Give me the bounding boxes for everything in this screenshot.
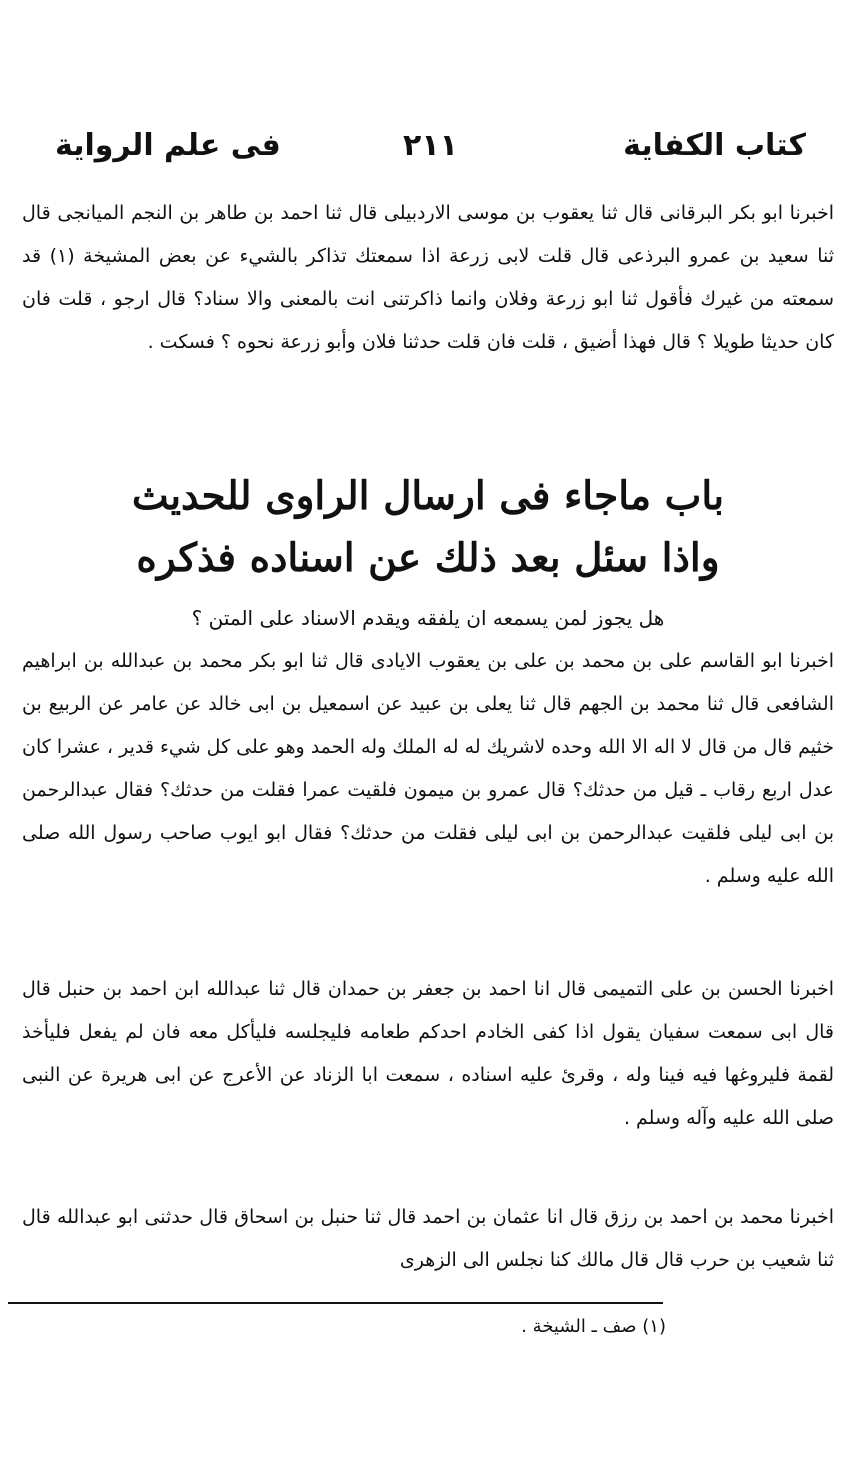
book-title: كتاب الكفاية: [623, 128, 806, 163]
paragraph-4: اخبرنا محمد بن احمد بن رزق قال انا عثمان بن احمد قال ثنا حنبل بن اسحاق قال حدثنى ابو عبدالله قال ثنا شعيب بن حرب قال قال مالك كنا نجلس الى الزهرى: [22, 1206, 834, 1271]
footnote-divider: [8, 1302, 663, 1304]
page-number: ٢١١: [403, 128, 458, 163]
running-head: [55, 128, 806, 178]
footnote: (١) صف ـ الشيخة .: [521, 1316, 666, 1337]
chapter-heading-line-2: واذا سئل بعد ذلك عن اسناده فذكره: [136, 535, 720, 581]
paragraph-2: اخبرنا ابو القاسم على بن محمد بن على بن يعقوب الايادى قال ثنا ابو بكر محمد بن عبدالله بن ابراهيم الشافعى قال ثنا محمد بن الجهم قال ثنا يعلى بن عبيد عن اسمعيل بن ابى خالد عن عامر عن الربيع بن خثيم قال من قال لا اله الا الله وحده لاشريك له له الملك وله الحمد وهو على كل شيء قدير ، عشرا كان عدل اربع رقاب ـ قيل من حدثك؟ قال عمرو بن ميمون فلقيت عمرا فقلت من حدثك؟ فقال عبدالرحمن بن ابى ليلى فلقيت عبدالرحمن بن ابى ليلى فقلت من حدثك؟ فقال ابو ايوب صاحب رسول الله صلى الله عليه وسلم .: [22, 650, 834, 887]
book-subject: فى علم الرواية: [55, 128, 281, 163]
paragraph-3: اخبرنا الحسن بن على التميمى قال انا احمد بن جعفر بن حمدان قال ثنا عبدالله ابن احمد بن حنبل قال قال ابى سمعت سفيان يقول اذا كفى الخادم احدكم طعامه فليجلسه فليأكل معه فان لم يفعل فليأخذ لقمة فليروغها فيه فينا وله ، وقرئ عليه اسناده ، سمعت ابا الزناد عن الأعرج عن ابى هريرة عن النبى صلى الله عليه وآله وسلم .: [22, 978, 834, 1129]
chapter-heading-line-1: باب ماجاء فى ارسال الراوى للحديث: [131, 473, 725, 519]
chapter-subheading: هل يجوز لمن يسمعه ان يلفقه ويقدم الاسناد على المتن ؟: [191, 606, 665, 630]
paragraph-1: اخبرنا ابو بكر البرقانى قال ثنا يعقوب بن موسى الاردبيلى قال ثنا احمد بن طاهر بن النجم الميانجى قال ثنا سعيد بن عمرو البرذعى قال قلت لابى زرعة اذا سمعتك تذاكر بالشيء عن بعض المشيخة (١) قد سمعته من غيرك فأقول ثنا ابو زرعة وفلان وانما ذاكرتنى انت بالمعنى والا سناد؟ قال ارجو ، قلت فان كان حديثا طويلا ؟ قال فهذا أضيق ، قلت فان قلت حدثنا فلان وأبو زرعة نحوه ؟ فسكت .: [22, 202, 835, 353]
